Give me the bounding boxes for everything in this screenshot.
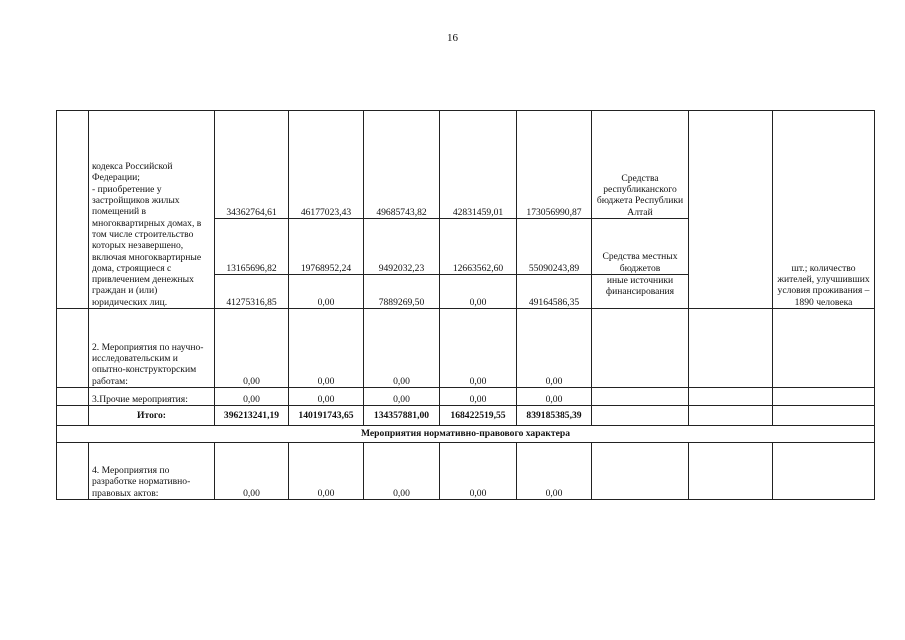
value-cell: 0,00 <box>440 275 517 309</box>
funding-source <box>592 309 689 388</box>
value-cell: 34362764,61 <box>215 111 289 219</box>
responsible-cell <box>689 443 773 500</box>
funding-table <box>56 110 875 500</box>
row-number-cell <box>57 406 89 426</box>
row-number-cell <box>57 111 89 309</box>
indicator-cell <box>773 388 875 406</box>
total-row <box>57 406 875 426</box>
total-value: 140191743,65 <box>289 406 364 426</box>
value-cell: 0,00 <box>364 309 440 388</box>
value-cell: 49685743,82 <box>364 111 440 219</box>
value-cell: 0,00 <box>289 443 364 500</box>
page-number: 16 <box>447 32 458 44</box>
responsible-cell <box>689 388 773 406</box>
funding-source <box>592 443 689 500</box>
value-cell: 0,00 <box>517 309 592 388</box>
total-value: 396213241,19 <box>215 406 289 426</box>
funding-source: иные источники финансирования <box>592 275 689 309</box>
responsible-cell <box>689 406 773 426</box>
value-cell: 0,00 <box>364 443 440 500</box>
value-cell: 0,00 <box>440 443 517 500</box>
table-row <box>57 388 875 406</box>
value-cell: 12663562,60 <box>440 219 517 275</box>
value-cell: 0,00 <box>289 309 364 388</box>
value-cell: 0,00 <box>440 388 517 406</box>
value-cell: 55090243,89 <box>517 219 592 275</box>
responsible-cell <box>689 111 773 309</box>
table-row <box>57 443 875 500</box>
value-cell: 49164586,35 <box>517 275 592 309</box>
table-row <box>57 111 875 219</box>
value-cell: 0,00 <box>215 309 289 388</box>
section-row <box>57 426 875 443</box>
funding-source <box>592 388 689 406</box>
indicator-cell <box>773 309 875 388</box>
row-number-cell <box>57 443 89 500</box>
value-cell: 7889269,50 <box>364 275 440 309</box>
funding-source <box>592 406 689 426</box>
value-cell: 42831459,01 <box>440 111 517 219</box>
value-cell: 13165696,82 <box>215 219 289 275</box>
value-cell: 173056990,87 <box>517 111 592 219</box>
value-cell: 46177023,43 <box>289 111 364 219</box>
value-cell: 19768952,24 <box>289 219 364 275</box>
value-cell: 0,00 <box>517 388 592 406</box>
activity-description: кодекса Российской Федерации; - приобретение у застройщиков жилых помещений в многоквартирных домах, в том числе строительство которых незавершено, включая многоквартирные дома, строящиеся с привлечением денежных граждан и (или) юридических лиц. <box>89 111 215 309</box>
funding-source: Средства местных бюджетов <box>592 219 689 275</box>
section-title: Мероприятия нормативно-правового характера <box>57 426 875 443</box>
value-cell: 41275316,85 <box>215 275 289 309</box>
total-value: 839185385,39 <box>517 406 592 426</box>
funding-source: Средства республиканского бюджета Республики Алтай <box>592 111 689 219</box>
responsible-cell <box>689 309 773 388</box>
row-number-cell <box>57 309 89 388</box>
indicator-cell <box>773 406 875 426</box>
value-cell: 0,00 <box>440 309 517 388</box>
indicator-cell <box>773 443 875 500</box>
total-value: 168422519,55 <box>440 406 517 426</box>
value-cell: 0,00 <box>517 443 592 500</box>
table-row <box>57 309 875 388</box>
value-cell: 0,00 <box>289 275 364 309</box>
activity-description: 4. Мероприятия по разработке нормативно-правовых актов: <box>89 443 215 500</box>
total-label: Итого: <box>89 406 215 426</box>
value-cell: 9492032,23 <box>364 219 440 275</box>
value-cell: 0,00 <box>289 388 364 406</box>
row-number-cell <box>57 388 89 406</box>
total-value: 134357881,00 <box>364 406 440 426</box>
activity-description: 2. Мероприятия по научно-исследовательским и опытно-конструкторским работам: <box>89 309 215 388</box>
value-cell: 0,00 <box>215 388 289 406</box>
activity-description: 3.Прочие мероприятия: <box>89 388 215 406</box>
indicator-cell: шт.; количество жителей, улучшивших условия проживания – 1890 человека <box>773 111 875 309</box>
value-cell: 0,00 <box>364 388 440 406</box>
value-cell: 0,00 <box>215 443 289 500</box>
